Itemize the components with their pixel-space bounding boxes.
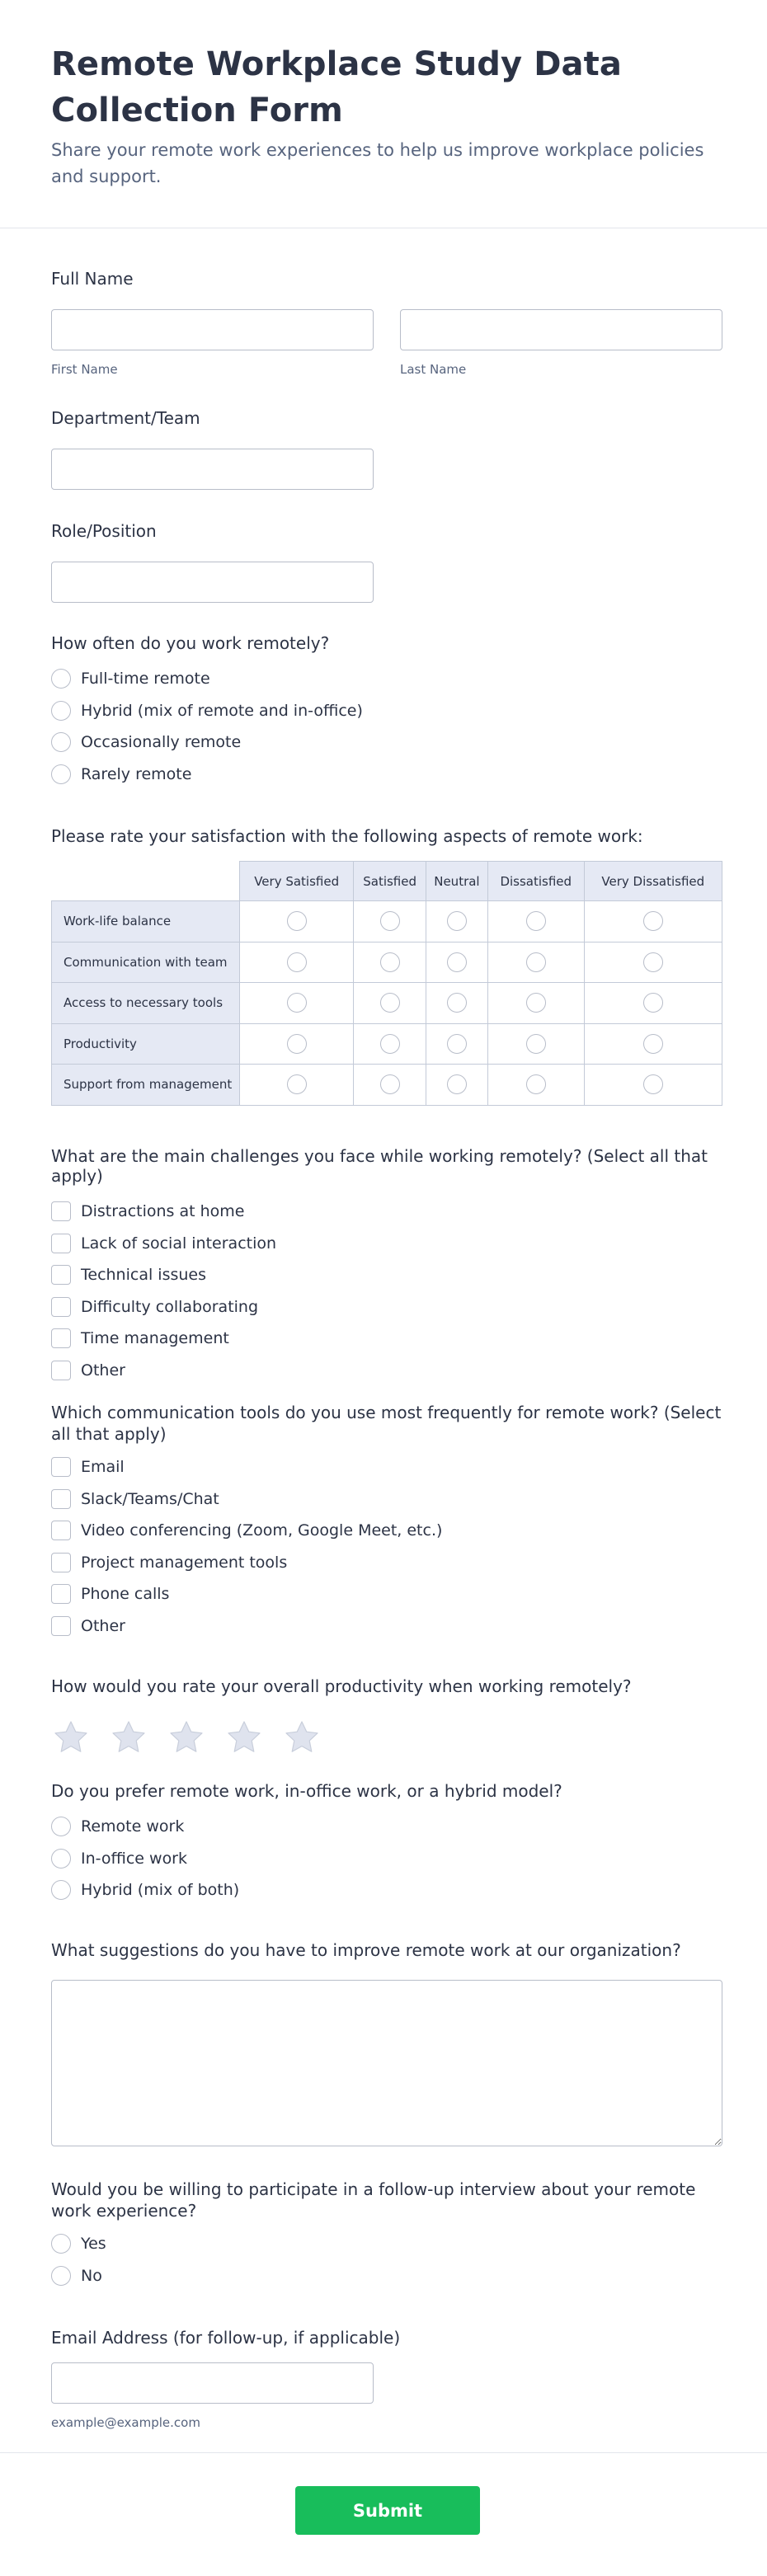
matrix-radio[interactable] [643, 911, 663, 931]
last-name-input[interactable] [400, 309, 722, 350]
form-footer [0, 2452, 767, 2576]
productivity-label: How would you rate your overall productivity when working remotely? [51, 1676, 632, 1696]
matrix-row [52, 942, 722, 983]
matrix-radio[interactable] [287, 952, 307, 972]
matrix-radio[interactable] [526, 1074, 546, 1094]
star-icon[interactable] [224, 1718, 264, 1757]
satisfaction-label: Please rate your satisfaction with the following aspects of remote work: [51, 826, 643, 846]
matrix-row [52, 1023, 722, 1065]
checkbox[interactable] [51, 1265, 71, 1285]
matrix-row-label: Productivity [52, 1023, 240, 1065]
matrix-radio[interactable] [526, 911, 546, 931]
email-label: Email Address (for follow-up, if applicable) [51, 2328, 401, 2348]
matrix-radio[interactable] [526, 1034, 546, 1054]
interview-option[interactable]: No [51, 2260, 722, 2292]
matrix-column-header: Satisfied [354, 862, 426, 901]
matrix-row [52, 1065, 722, 1106]
radio-button[interactable] [51, 669, 71, 689]
challenge-option[interactable]: Other [51, 1355, 722, 1387]
matrix-radio[interactable] [643, 952, 663, 972]
interview-label: Would you be willing to participate in a follow-up interview about your remote work experience? [51, 2179, 696, 2221]
frequency-option[interactable]: Hybrid (mix of remote and in-office) [51, 695, 722, 727]
email-sublabel: example@example.com [51, 2415, 200, 2430]
checkbox[interactable] [51, 1201, 71, 1221]
matrix-row-label: Access to necessary tools [52, 983, 240, 1024]
matrix-radio[interactable] [287, 993, 307, 1013]
checkbox[interactable] [51, 1297, 71, 1317]
matrix-radio[interactable] [380, 1074, 400, 1094]
radio-button[interactable] [51, 1880, 71, 1900]
full-name-label: Full Name [51, 269, 134, 289]
suggestions-textarea[interactable] [51, 1980, 722, 2146]
preference-label: Do you prefer remote work, in-office work, or a hybrid model? [51, 1781, 562, 1801]
matrix-radio[interactable] [447, 1074, 467, 1094]
radio-button[interactable] [51, 1817, 71, 1836]
matrix-radio[interactable] [643, 1074, 663, 1094]
star-icon[interactable] [51, 1718, 91, 1757]
preference-option[interactable]: Remote work [51, 1811, 722, 1843]
suggestions-label: What suggestions do you have to improve remote work at our organization? [51, 1940, 681, 1960]
form-header [0, 0, 767, 228]
interview-option[interactable]: Yes [51, 2228, 722, 2260]
preference-field [51, 1781, 722, 1906]
challenge-option[interactable]: Lack of social interaction [51, 1228, 722, 1260]
matrix-row-label: Support from management [52, 1065, 240, 1106]
matrix-column-header: Very Satisfied [240, 862, 354, 901]
department-field [51, 408, 722, 490]
checkbox[interactable] [51, 1457, 71, 1477]
email-field [51, 2328, 722, 2430]
star-rating [51, 1718, 722, 1757]
challenges-field [51, 1146, 722, 1386]
matrix-radio[interactable] [380, 952, 400, 972]
matrix-column-header: Dissatisfied [487, 862, 584, 901]
last-name-sublabel: Last Name [400, 362, 467, 377]
matrix-radio[interactable] [287, 1074, 307, 1094]
checkbox[interactable] [51, 1616, 71, 1636]
satisfaction-matrix [51, 861, 722, 1106]
matrix-radio[interactable] [643, 1034, 663, 1054]
productivity-field [51, 1676, 722, 1757]
form-title: Remote Workplace Study Data Collection Form [51, 45, 622, 129]
matrix-radio[interactable] [526, 952, 546, 972]
preference-option[interactable]: In-office work [51, 1843, 722, 1875]
remote-frequency-field [51, 633, 722, 790]
tool-option[interactable]: Project management tools [51, 1547, 722, 1579]
challenge-option[interactable]: Technical issues [51, 1259, 722, 1291]
star-icon[interactable] [167, 1718, 206, 1757]
matrix-row-label: Work-life balance [52, 901, 240, 942]
checkbox[interactable] [51, 1361, 71, 1380]
matrix-radio[interactable] [447, 952, 467, 972]
email-input[interactable] [51, 2362, 374, 2404]
preference-option[interactable]: Hybrid (mix of both) [51, 1874, 722, 1906]
radio-button[interactable] [51, 764, 71, 784]
tool-option[interactable]: Email [51, 1451, 722, 1483]
matrix-radio[interactable] [287, 911, 307, 931]
star-icon[interactable] [109, 1718, 148, 1757]
frequency-option[interactable]: Occasionally remote [51, 726, 722, 759]
checkbox[interactable] [51, 1553, 71, 1572]
interview-field [51, 2179, 722, 2292]
checkbox[interactable] [51, 1489, 71, 1509]
tool-option[interactable]: Video conferencing (Zoom, Google Meet, etc.) [51, 1515, 722, 1547]
challenge-option[interactable]: Distractions at home [51, 1196, 722, 1228]
challenge-option[interactable]: Time management [51, 1323, 722, 1355]
matrix-row [52, 983, 722, 1024]
full-name-field [51, 269, 722, 377]
satisfaction-field [51, 826, 722, 1106]
form-description: Share your remote work experiences to help us improve workplace policies and support. [51, 140, 704, 186]
tool-option[interactable]: Slack/Teams/Chat [51, 1483, 722, 1516]
role-input[interactable] [51, 562, 374, 603]
matrix-radio[interactable] [447, 911, 467, 931]
checkbox[interactable] [51, 1234, 71, 1253]
matrix-radio[interactable] [380, 911, 400, 931]
frequency-option[interactable]: Full-time remote [51, 663, 722, 695]
department-label: Department/Team [51, 408, 200, 428]
matrix-radio[interactable] [643, 993, 663, 1013]
role-field [51, 521, 722, 603]
tools-label: Which communication tools do you use most frequently for remote work? (Select all that apply) [51, 1403, 722, 1444]
checkbox[interactable] [51, 1584, 71, 1604]
matrix-radio[interactable] [380, 993, 400, 1013]
matrix-row [52, 901, 722, 942]
frequency-option[interactable]: Rarely remote [51, 759, 722, 791]
matrix-radio[interactable] [447, 1034, 467, 1054]
challenges-label: What are the main challenges you face while working remotely? (Select all that apply) [51, 1146, 708, 1186]
challenge-option[interactable]: Difficulty collaborating [51, 1291, 722, 1323]
department-input[interactable] [51, 449, 374, 490]
suggestions-field [51, 1940, 722, 2146]
matrix-row-label: Communication with team [52, 942, 240, 983]
matrix-radio[interactable] [287, 1034, 307, 1054]
submit-button[interactable]: Submit [295, 2486, 480, 2535]
tool-option[interactable]: Phone calls [51, 1578, 722, 1610]
first-name-sublabel: First Name [51, 362, 118, 377]
checkbox[interactable] [51, 1328, 71, 1348]
checkbox[interactable] [51, 1521, 71, 1540]
radio-button[interactable] [51, 2234, 71, 2254]
matrix-radio[interactable] [447, 993, 467, 1013]
first-name-input[interactable] [51, 309, 374, 350]
tool-option[interactable]: Other [51, 1610, 722, 1643]
radio-button[interactable] [51, 701, 71, 721]
role-label: Role/Position [51, 521, 157, 541]
radio-button[interactable] [51, 2266, 71, 2286]
matrix-corner [52, 862, 240, 901]
matrix-radio[interactable] [526, 993, 546, 1013]
matrix-column-header: Neutral [426, 862, 487, 901]
tools-field [51, 1402, 722, 1642]
star-icon[interactable] [282, 1718, 322, 1757]
matrix-column-header: Very Dissatisfied [584, 862, 722, 901]
remote-frequency-label: How often do you work remotely? [51, 633, 330, 653]
radio-button[interactable] [51, 1849, 71, 1869]
matrix-radio[interactable] [380, 1034, 400, 1054]
radio-button[interactable] [51, 732, 71, 752]
